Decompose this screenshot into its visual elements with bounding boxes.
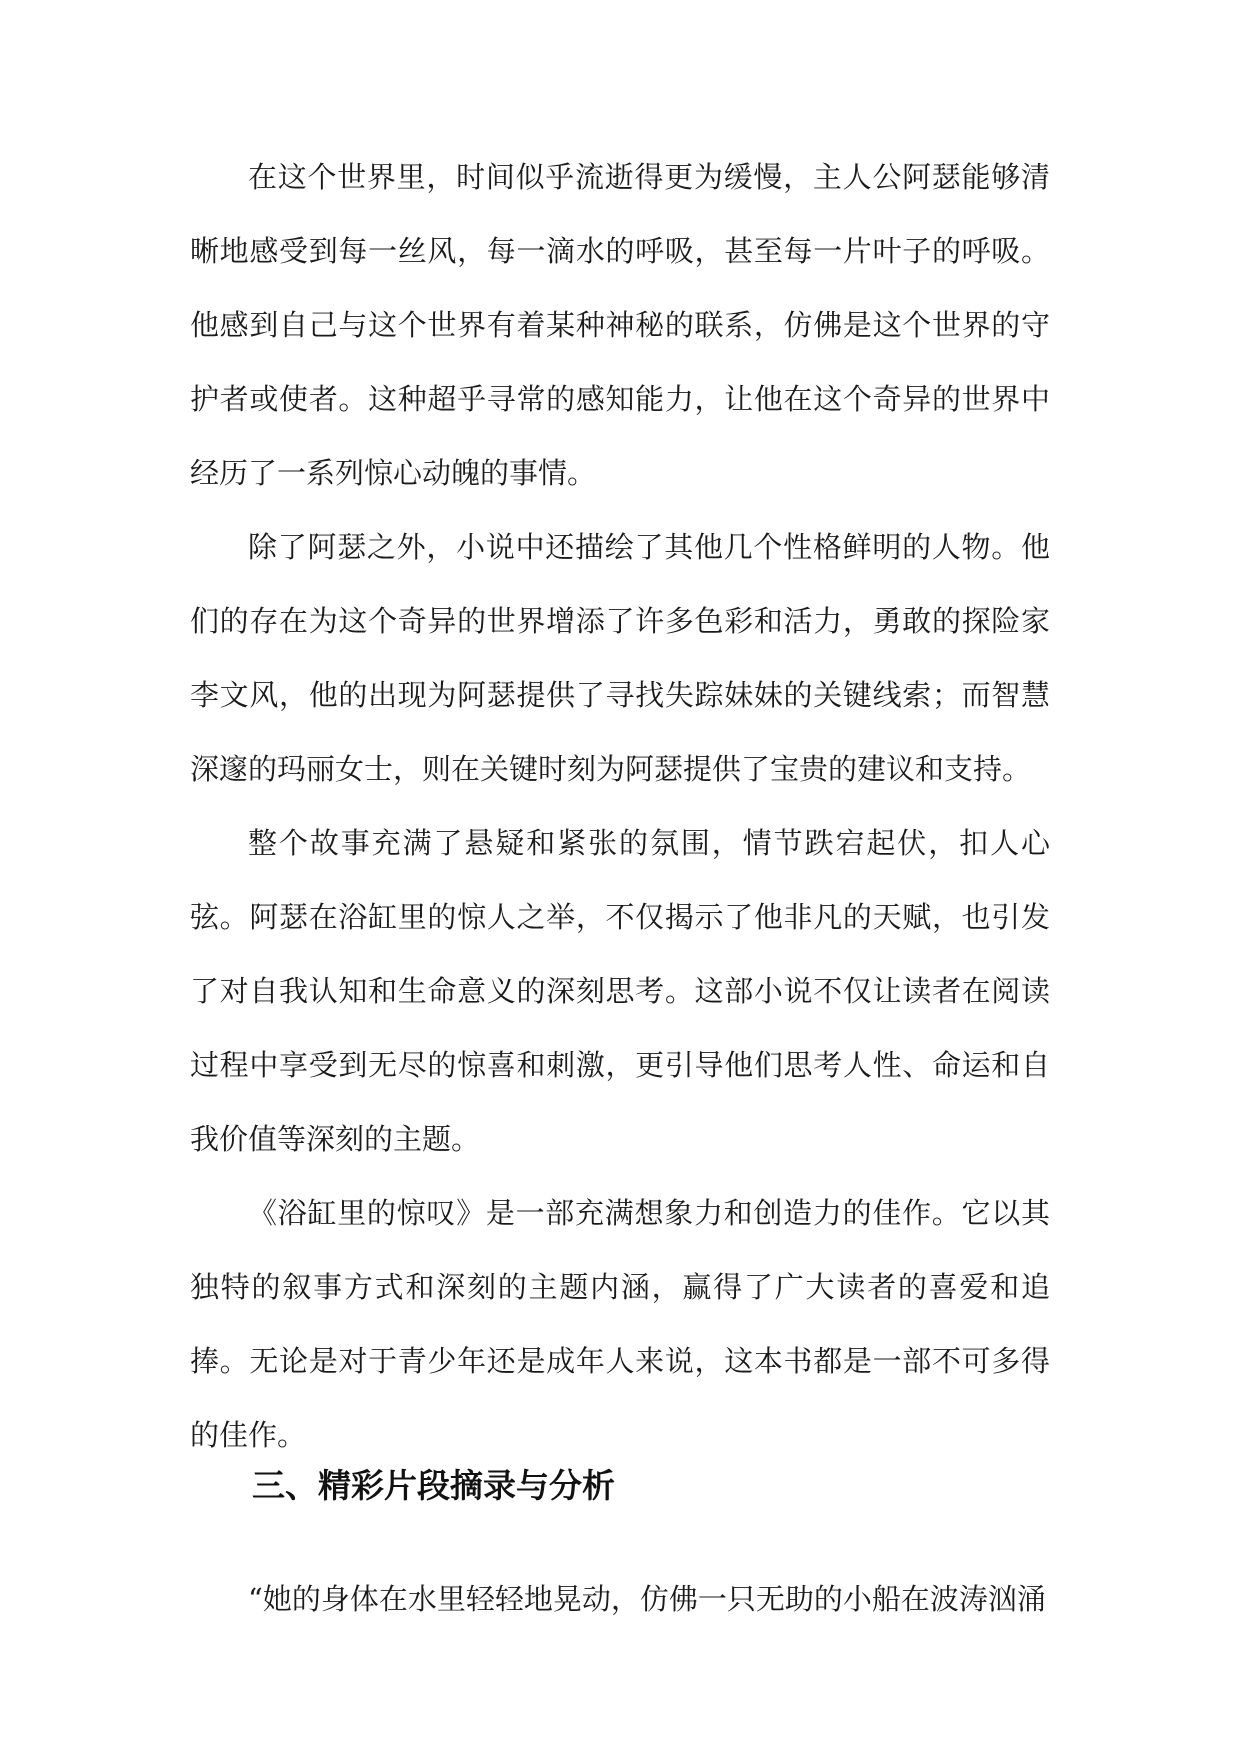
excerpt-paragraph: “她的身体在水里轻轻地晃动，仿佛一只无助的小船在波涛汹涌 [248, 1582, 1046, 1616]
document-body [190, 140, 1050, 1472]
paragraph: 整个故事充满了悬疑和紧张的氛围，情节跌宕起伏，扣人心弦。阿瑟在浴缸里的惊人之举，不仅揭示了他非凡的天赋，也引发了对自我认知和生命意义的深刻思考。这部小说不仅让读者在阅读过程中享受到无尽的惊喜和刺激，更引导他们思考人性、命运和自我价值等深刻的主题。 [190, 826, 1050, 1156]
paragraph: 除了阿瑟之外，小说中还描绘了其他几个性格鲜明的人物。他们的存在为这个奇异的世界增添了许多色彩和活力，勇敢的探险家李文风，他的出现为阿瑟提供了寻找失踪妹妹的关键线索；而智慧深邃的玛丽女士，则在关键时刻为阿瑟提供了宝贵的建议和支持。 [190, 530, 1050, 786]
paragraph: 《浴缸里的惊叹》是一部充满想象力和创造力的佳作。它以其独特的叙事方式和深刻的主题内涵，赢得了广大读者的喜爱和追捧。无论是对于青少年还是成年人来说，这本书都是一部不可多得的佳作。 [190, 1196, 1050, 1452]
paragraph: 在这个世界里，时间似乎流逝得更为缓慢，主人公阿瑟能够清晰地感受到每一丝风，每一滴水的呼吸，甚至每一片叶子的呼吸。他感到自己与这个世界有着某种神秘的联系，仿佛是这个世界的守护者或使者。这种超乎寻常的感知能力，让他在这个奇异的世界中经历了一系列惊心动魄的事情。 [190, 160, 1050, 490]
section-heading: 三、精彩片段摘录与分析 [252, 1466, 615, 1505]
